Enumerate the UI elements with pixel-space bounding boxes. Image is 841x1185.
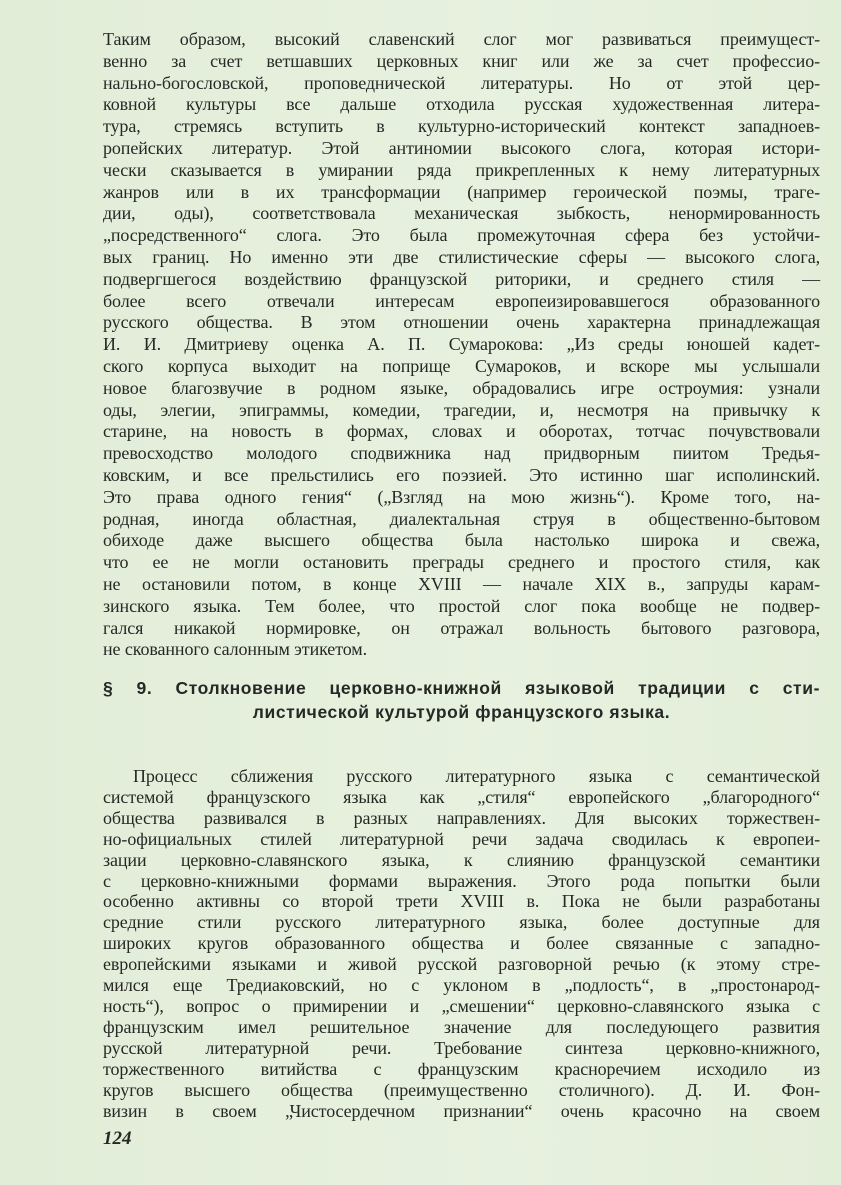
text-line: русского общества. В этом отношении очень характерна принадлежащая — [103, 312, 820, 333]
text-line: ского корпуса выходит на поприще Сумароков, и вскоре мы услышали — [103, 355, 820, 376]
text-line: особенно активны со второй трети XVIII в. Пока не были разработаны — [103, 891, 820, 912]
text-line: § 9. Столкновение церковно-книжной языковой традиции с сти- — [103, 678, 820, 698]
text-line: европейскими языками и живой русской разговорной речью (к этому стре- — [103, 954, 820, 975]
text-line: родная, иногда областная, диалектальная струя в общественно-бытовом — [103, 508, 820, 529]
text-line: не остановили потом, в конце XVIII — начале XIX в., запруды карам- — [103, 573, 820, 594]
text-line: что ее не могли остановить преграды среднего и простого стиля, как — [103, 552, 820, 573]
text-line: системой французского языка как „стиля“ европейского „благородного“ — [103, 786, 820, 807]
text-line: Процесс сближения русского литературного языка с семантической — [133, 766, 820, 786]
text-line: не скованного салонным этикетом. — [103, 639, 367, 660]
text-line: И. И. Дмитриеву оценка А. П. Сумарокова: „Из среды юношей кадет- — [103, 334, 820, 355]
text-line: широких кругов образованного общества и более связанные с западно- — [103, 933, 820, 954]
text-line: общества развивался в разных направлениях. Для высоких торжествен- — [103, 807, 820, 828]
text-line: кругов высшего общества (преимущественно столичного). Д. И. Фон- — [103, 1079, 820, 1100]
text-line: ность“), вопрос о примирении и „смешении“ церковно-славянского языка с — [103, 995, 820, 1016]
text-line: французским имел решительное значение для последующего развития — [103, 1016, 820, 1037]
text-line: гался никакой нормировке, он отражал вольность бытового разговора, — [103, 617, 820, 638]
text-line: зинского языка. Тем более, что простой слог пока вообще не подвер- — [103, 595, 820, 616]
text-line: оды, элегии, эпиграммы, комедии, трагедии, и, несмотря на привычку к — [103, 399, 820, 420]
text-line: старине, на новость в формах, словах и оборотах, тотчас почувствовали — [103, 421, 820, 442]
text-line: подвергшегося воздействию французской риторики, и среднего стиля — — [103, 268, 820, 289]
text-line: превосходство молодого сподвижника над придворным пиитом Тредья- — [103, 443, 820, 464]
text-line: тура, стремясь вступить в культурно-исторический контекст западноев- — [103, 116, 820, 137]
text-line: листической культурой французского языка. — [252, 702, 671, 722]
text-line: обиходе даже высшего общества была настолько широка и свежа, — [103, 530, 820, 551]
text-line: зации церковно-славянского языка, к слиянию французской семантики — [103, 849, 820, 870]
text-line: с церковно-книжными формами выражения. Этого рода попытки были — [103, 870, 820, 891]
paragraph-2 — [103, 766, 820, 1121]
text-line: „посредственного“ слога. Это была промежуточная сфера без устойчи- — [103, 225, 820, 246]
page-number: 124 — [103, 1128, 132, 1149]
text-line: ковной культуры все дальше отходила русская художественная литера- — [103, 94, 820, 115]
text-line: торжественного витийства с французским красноречием исходило из — [103, 1058, 820, 1079]
text-line: но-официальных стилей литературной речи задача сводилась к европеи- — [103, 828, 820, 849]
text-line: венно за счет ветшавших церковных книг или же за счет профессио- — [103, 50, 820, 71]
text-line: вых границ. Но именно эти две стилистические сферы — высокого слога, — [103, 246, 820, 267]
text-line: чески сказывается в умирании ряда прикрепленных к нему литературных — [103, 159, 820, 180]
text-line: ковским, и все прельстились его поэзией. Это истинно шаг исполинский. — [103, 464, 820, 485]
text-line: дии, оды), соответствовала механическая зыбкость, ненормированность — [103, 203, 820, 224]
text-line: нально-богословской, проповеднической литературы. Но от этой цер- — [103, 72, 820, 93]
text-line: новое благозвучие в родном языке, обрадовались игре остроумия: узнали — [103, 377, 820, 398]
text-line: визин в своем „Чистосердечном признании“ очень красочно на своем — [103, 1100, 820, 1121]
text-line: мился еще Тредиаковский, но с уклоном в „подлость“, в „простонарод- — [103, 975, 820, 996]
text-line: жанров или в их трансформации (например героической поэмы, траге- — [103, 181, 820, 202]
text-line: Таким образом, высокий славенский слог мог развиваться преимущест- — [103, 29, 820, 49]
text-line: ропейских литератур. Этой антиномии высокого слога, которая истори- — [103, 137, 820, 158]
section-heading — [103, 676, 820, 724]
text-line: Это права одного гения“ („Взгляд на мою жизнь“). Кроме того, на- — [103, 486, 820, 507]
paragraph-1 — [103, 29, 820, 661]
text-line: средние стили русского литературного языка, более доступные для — [103, 912, 820, 933]
text-line: более всего отвечали интересам европеизировавшегося образованного — [103, 290, 820, 311]
text-line: русской литературной речи. Требование синтеза церковно-книжного, — [103, 1037, 820, 1058]
